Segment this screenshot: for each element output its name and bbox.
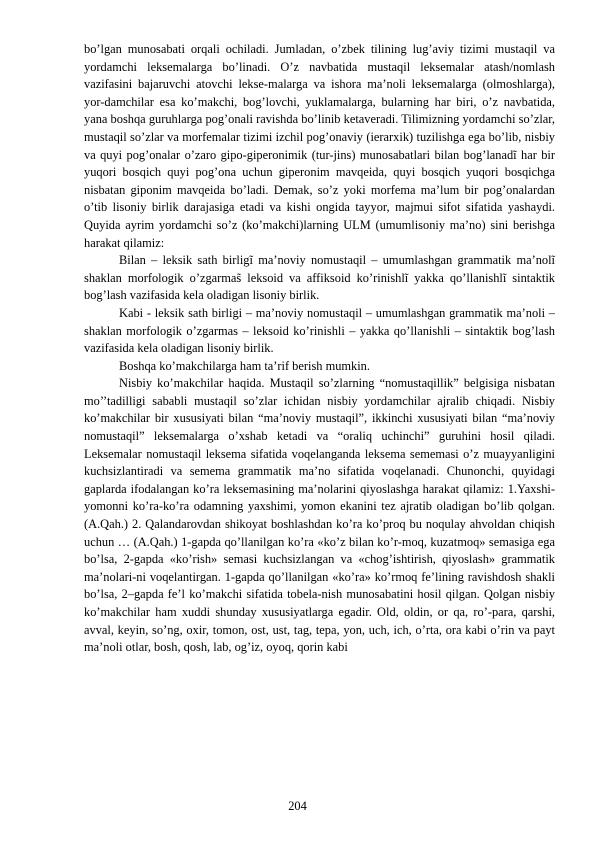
- paragraph-other-postpositions: Boshqa ko’makchilarga ham ta’rif berish mumkin.: [119, 358, 370, 373]
- paragraph-kabi-definition: Kabi - leksik sath birligi – ma’noviy nomustaqil – umumlashgan grammatik ma’noli –shaklan morfologik o’zgarmas – leksoid ko’rinishli – yakka qo’llanishli – sintaktik bog’lash vazifasida kela oladigan lisoniy birlik.: [84, 305, 555, 356]
- paragraph-bilan-definition: Bilan – leksik sath birligĩ ma’noviy nomustaqil – umumlashgan grammatik ma’nolĩ shaklan morfologik o’zgarmas̃ leksoid va affiksoid ko’rinishlĩ yakka qo’llanishlĩ sintaktik bog’lash vazifasida kela oladigan lisoniy birlik.: [84, 253, 555, 303]
- page-number: 204: [288, 799, 307, 813]
- paragraph-continuation: bo’lgan munosabati orqali ochiladi. Jumladan, o’zbek tilining lug’aviy tizimi mustaqil va yordamchi leksemalarga bo’linadi. O’z navbatida mustaqil leksemalar atash/nomlash vazifasini bajaruvchi atovchi lekse-malarga va ishora ma’noli leksemalarga (olmoshlarga), yor-damchilar esa ko’makchi, bog’lovchi, yuklamalarga, bularning har biri, o’z navbatida, yana boshqa guruhlarga pog’onali ravishda bo’linib ketaveradi. Tilimizning yordamchi so’zlar, mustaqil so’zlar va morfemalar tizimi izchil pog’onaviy (ierarxik) tuzilishga ega bo’lib, nisbiy va quyi pog’onalar o’zaro gipo-giperonimik (tur-jins) munosabatlari bilan bog’lanadĩ har bir yuqori bosqich quyi pog’ona uchun giperonim mavqeida, quyi bosqich yuqori bosqichga nisbatan giponim mavqeida bo’ladi. Demak, so’z yoki morfema ma’lum bir pog’onalardan o’tib lisoniy birlik darajasiga etadi va kishi ongida tayyor, majmui sifot sifatida yashaydi. Quyida ayrim yordamchi so’z (ko’makchi)larning ULM (umumlisoniy ma’no) sini berishga harakat qilamiz:: [84, 42, 555, 250]
- page-body-text: [84, 41, 555, 657]
- paragraph-relative-postpositions: Nisbiy ko’makchilar haqida. Mustaqil so’zlarning “nomustaqillik” belgisiga nisbatan mo’’tadilligi sababli mustaqil so’zlar ichidan nisbiy yordamchilar ajralib chiqadi. Nisbiy ko’makchilar bir xususiyati bilan “ma’noviy mustaqil”, ikkinchi xususiyati bilan “ma’noviy nomustaqil” leksemalarga o’xshab ketadi va “oraliq uchinchi” guruhini hosil qiladi. Leksemalar nomustaqil leksema sifatida voqelanganda leksema sememasi o’z muayyanligini kuchsizlantiradi va semema grammatik ma’no sifatida voqelanadi. Chunonchi, quyidagi gaplarda ifodalangan ko’ra leksemasining ma’nolarini qiyoslashga harakat qilamiz: 1.Yaxshi-yomonni ko’ra-ko’ra odamning yaxshimi, yomon ekanini tez ajratib oladigan bo’lib qolgan. (A.Qah.) 2. Qalandarovdan shikoyat boshlashdan ko’ra ko’proq bu noqulay ahvoldan chiqish uchun … (A.Qah.) 1-gapda qo’llanilgan ko’ra «ko’z bilan ko’r-moq, kuzatmoq» semasiga ega bo’lsa, 2-gapda «ko’rish» semasi kuchsizlangan va «chog’ishtirish, qiyoslash» grammatik ma’nolari-ni voqelantirgan. 1-gapda qo’llanilgan «ko’ra» ko’rmoq fe’lining ravishdosh shakli bo’lsa, 2–gapda fe’l ko’makchi sifatida tobela-nish munosabatini hosil qilgan. Qolgan nisbiy ko’makchilar ham xuddi shunday xususiyatlarga egadir. Old, oldin, or qa, ro’-para, qarshi, avval, keyin, so’ng, oxir, tomon, ost, ust, tag, tepa, yon, uch, ich, o’rta, ora kabi o’rin va payt ma’noli otlar, bosh, qosh, lab, og’iz, oyoq, qorin kabi: [84, 376, 555, 655]
